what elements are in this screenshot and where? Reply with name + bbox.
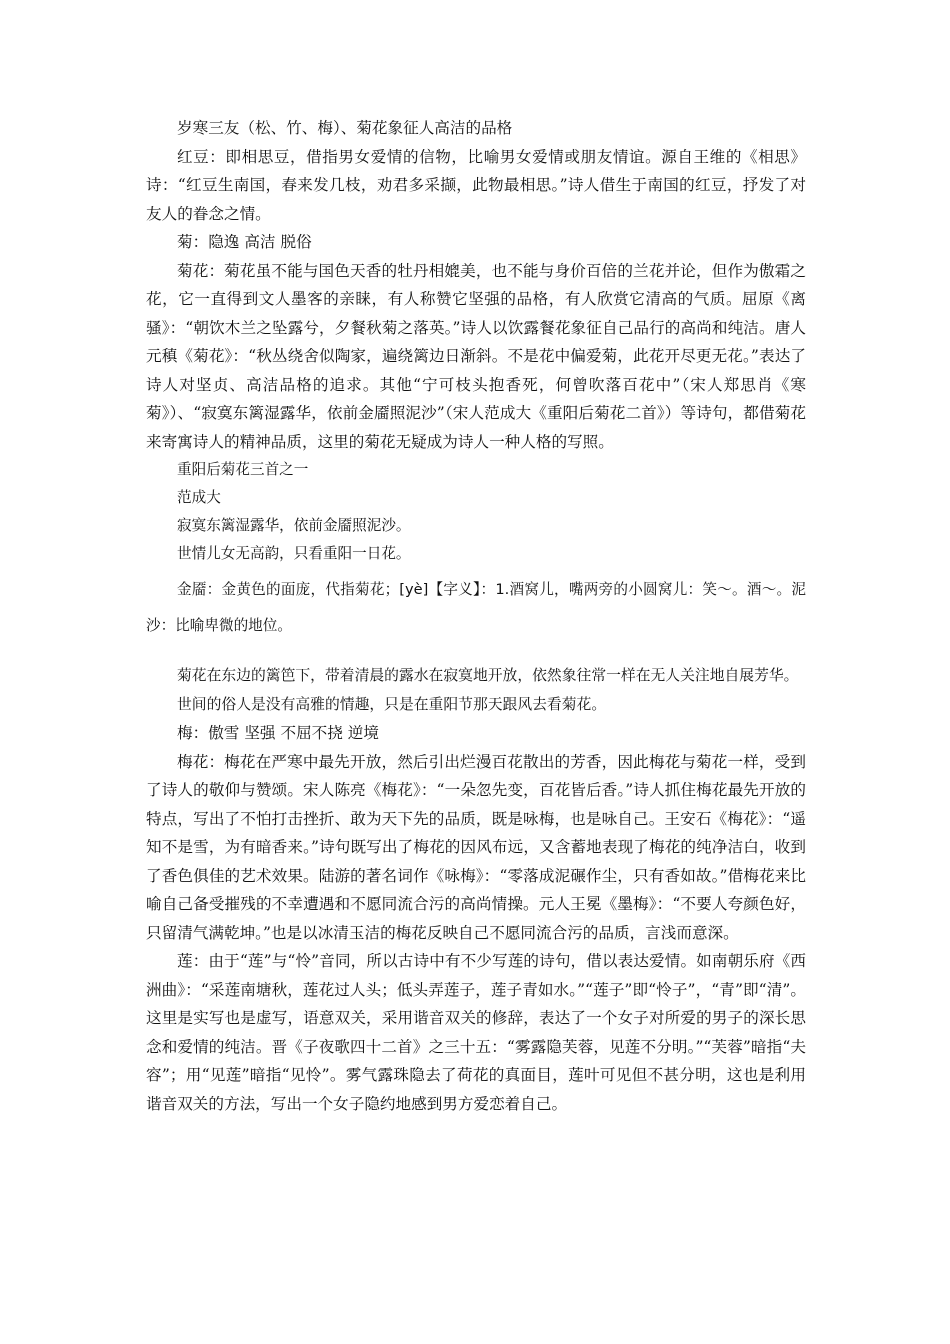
heading-three-friends: 岁寒三友（松、竹、梅）、菊花象征人高洁的品格 <box>177 119 513 137</box>
paragraph-hongdou: 红豆：即相思豆，借指男女爱情的信物，比喻男女爱情或朋友情谊。源自王维的《相思》诗：“红豆生南国，春来发几枝，劝君多采撷，此物最相思。”诗人借生于南国的红豆，抒发了对友人的眷念之情。 <box>146 147 806 223</box>
translation-line-2: 世间的俗人是没有高雅的情趣，只是在重阳节那天跟风去看菊花。 <box>177 695 607 713</box>
document-page <box>146 114 806 1118</box>
poem-author: 范成大 <box>177 489 221 506</box>
spacer <box>146 644 806 662</box>
paragraph-lian: 莲：由于“莲”与“怜”音同，所以古诗中有不少写莲的诗句，借以表达爱情。如南朝乐府《西洲曲》：“采莲南塘秋，莲花过人头；低头弄莲子，莲子青如水。”“莲子”即“怜子”，“青”即“清”。这里是实写也是虚写，语意双关，采用谐音双关的修辞，表达了一个女子对所爱的男子的深长思念和爱情的纯洁。晋《子夜歌四十二首》之三十五：“雾露隐芙蓉，见莲不分明。”“芙蓉”暗指“夫容”；用“见莲”暗指“见怜”。雾气露珠隐去了荷花的真面目，莲叶可见但不甚分明，这也是利用谐音双关的方法，写出一个女子隐约地感到男方爱恋着自己。 <box>146 952 806 1113</box>
poem-line-2: 世情儿女无高韵，只看重阳一日花。 <box>177 545 411 562</box>
paragraph-meihua: 梅花：梅花在严寒中最先开放，然后引出烂漫百花散出的芳香，因此梅花与菊花一样，受到了诗人的敬仰与赞颂。宋人陈亮《梅花》：“一朵忽先变，百花皆后香。”诗人抓住梅花最先开放的特点，写出了不怕打击挫折、敢为天下先的品质，既是咏梅，也是咏自己。王安石《梅花》：“遥知不是雪，为有暗香来。”诗句既写出了梅花的因风布远，又含蓄地表现了梅花的纯净洁白，收到了香色俱佳的艺术效果。陆游的著名词作《咏梅》：“零落成泥碾作尘，只有香如故。”借梅花来比喻自己备受摧残的不幸遭遇和不愿同流合污的高尚情操。元人王冕《墨梅》：“不要人夸颜色好，只留清气满乾坤。”也是以冰清玉洁的梅花反映自己不愿同流合污的品质，言浅而意深。 <box>146 752 806 942</box>
paragraph-juhua: 菊花：菊花虽不能与国色天香的牡丹相媲美，也不能与身价百倍的兰花并论，但作为傲霜之花，它一直得到文人墨客的亲睐，有人称赞它坚强的品格，有人欣赏它清高的气质。屈原《离骚》：“朝饮木兰之坠露兮，夕餐秋菊之落英。”诗人以饮露餐花象征自己品行的高尚和纯洁。唐人元稹《菊花》：“秋丛绕舍似陶家，遍绕篱边日渐斜。不是花中偏爱菊，此花开尽更无花。”表达了诗人对坚贞、高洁品格的追求。其他“宁可枝头抱香死，何曾吹落百花中”（宋人郑思肖《寒菊》）、“寂寞东篱湿露华，依前金靥照泥沙”（宋人范成大《重阳后菊花二首》）等诗句，都借菊花来寄寓诗人的精神品质，这里的菊花无疑成为诗人一种人格的写照。 <box>146 261 806 451</box>
paragraph-mei-keywords: 梅：傲雪 坚强 不屈不挠 逆境 <box>177 724 379 742</box>
poem-annotation: 金靥：金黄色的面庞，代指菊花；[yè]【字义】：1.酒窝儿，嘴两旁的小圆窝儿：笑～。酒～。泥沙：比喻卑微的地位。 <box>146 581 806 634</box>
paragraph-ju-keywords: 菊：隐逸 高洁 脱俗 <box>177 233 312 251</box>
poem-line-1: 寂寞东篱湿露华，依前金靥照泥沙。 <box>177 517 411 534</box>
translation-line-1: 菊花在东边的篱笆下，带着清晨的露水在寂寞地开放，依然象往常一样在无人关注地自展芳华。 <box>177 667 799 684</box>
poem-title: 重阳后菊花三首之一 <box>177 461 309 478</box>
